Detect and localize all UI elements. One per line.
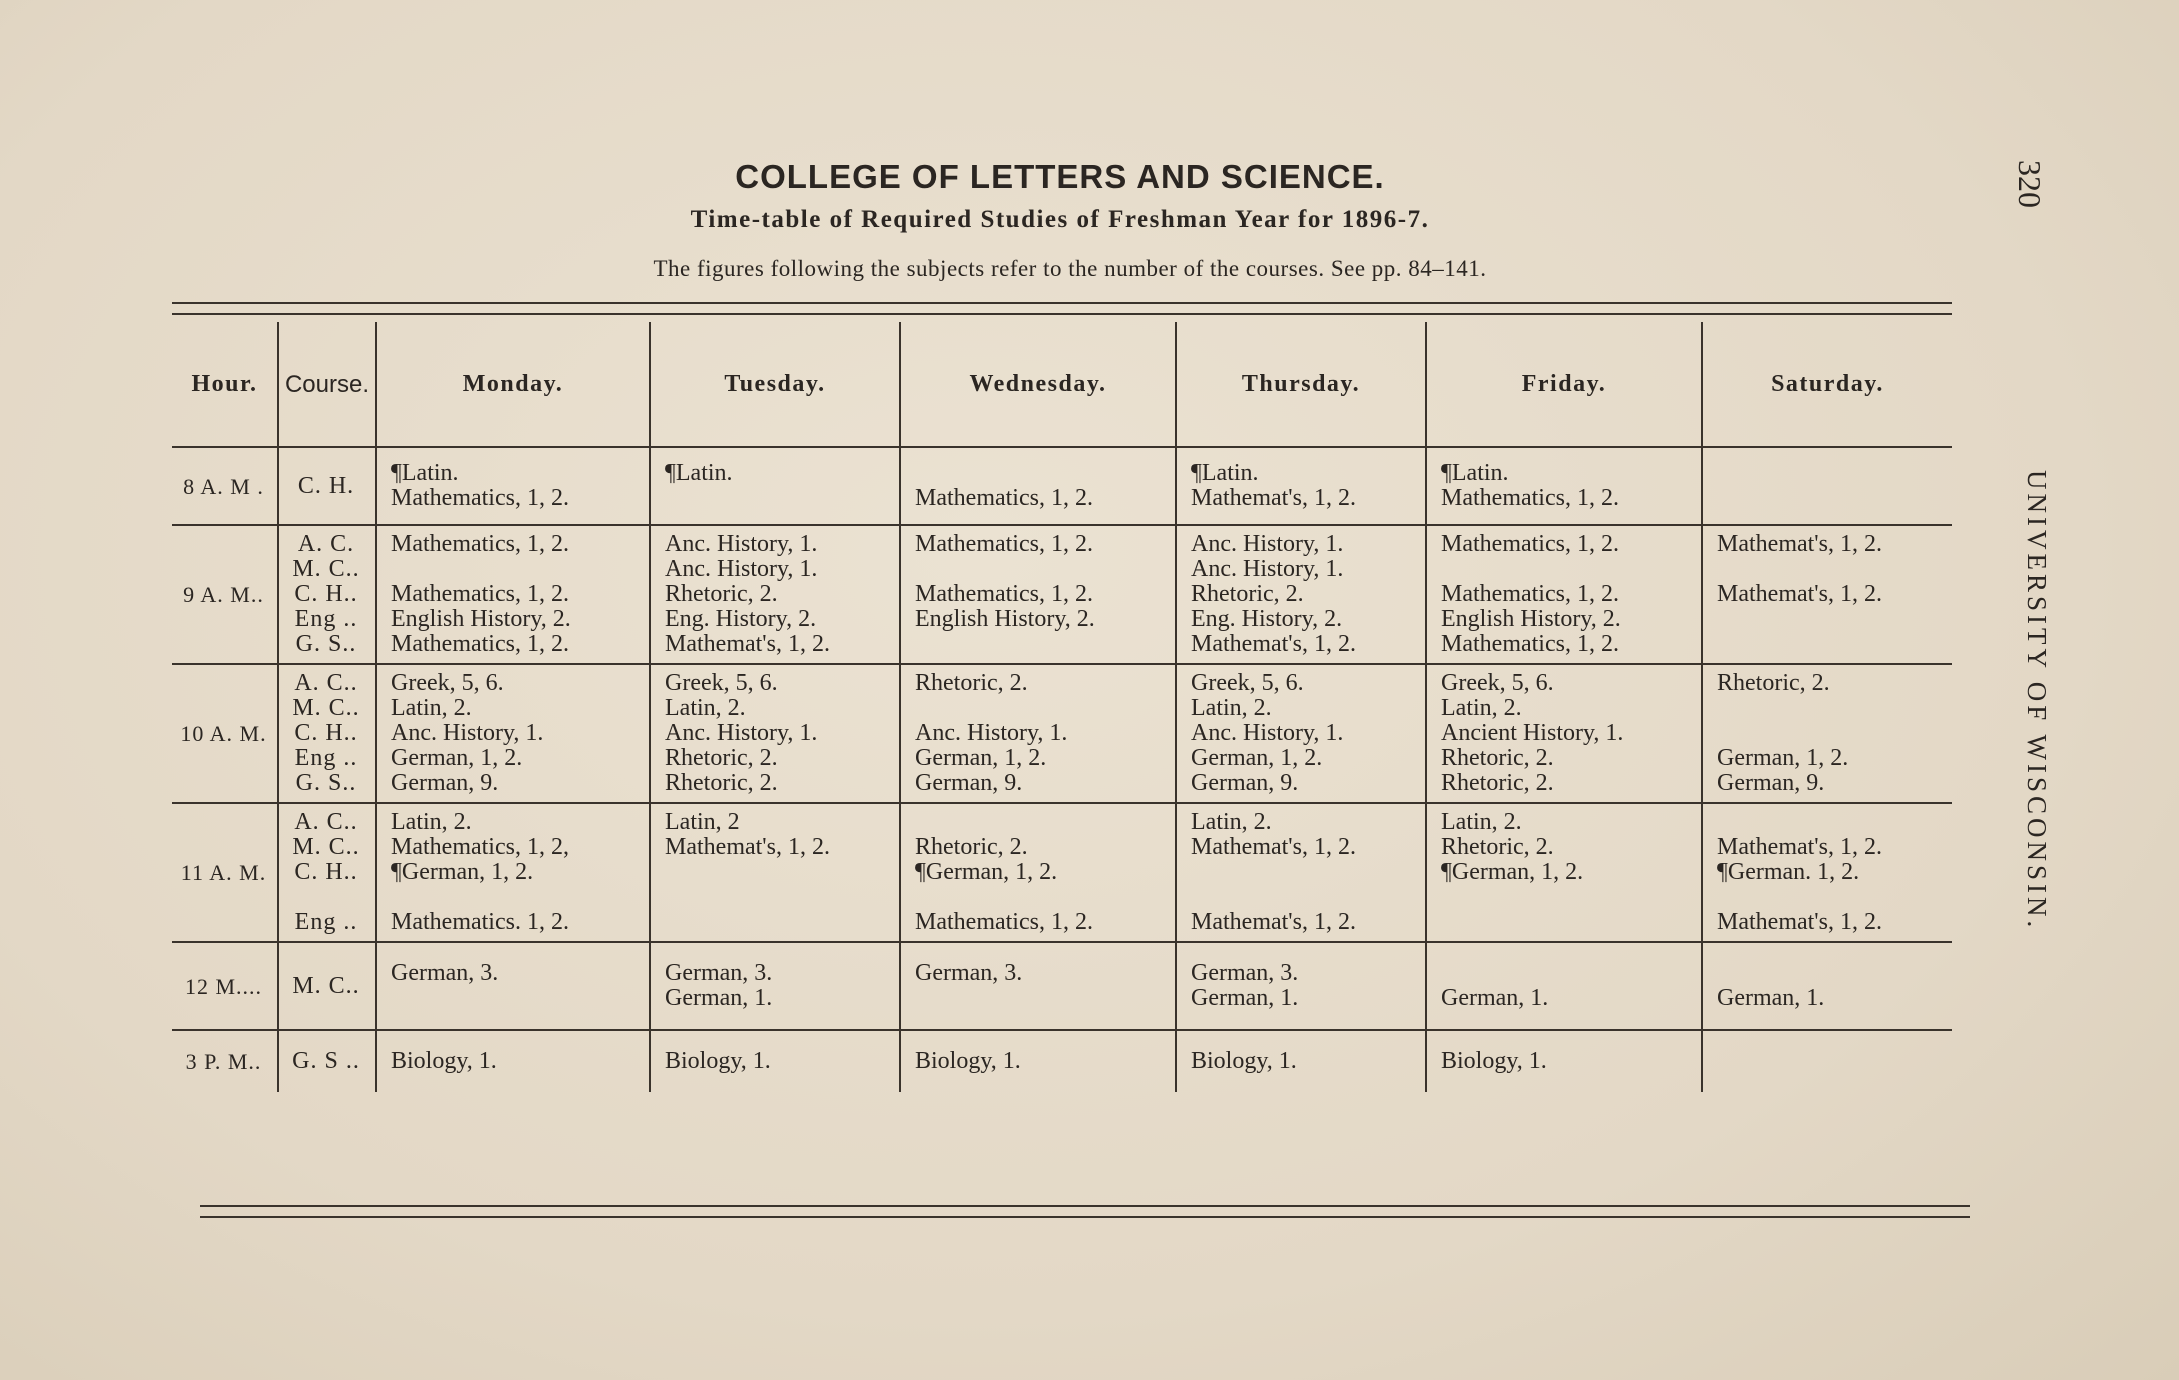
subject-entry: German, 9. <box>915 770 1023 796</box>
subject-entry: Mathematics, 1, 2. <box>391 485 569 511</box>
course-code: M. C.. <box>292 834 360 860</box>
subject-entry: Latin, 2. <box>1191 809 1272 835</box>
course-code: A. C. <box>297 531 355 557</box>
subject-entry: German, 1, 2. <box>1191 745 1323 771</box>
subject-entry: English History, 2. <box>391 606 571 632</box>
subject-entry <box>915 557 1169 582</box>
subject-entry: Biology, 1. <box>1191 1048 1297 1074</box>
subject-entry: English History, 2. <box>915 606 1095 632</box>
column-header-saturday: Saturday. <box>1702 322 1952 447</box>
subject-entry: German, 9. <box>391 770 499 796</box>
cell-friday <box>1426 525 1702 664</box>
subject-entry: Biology, 1. <box>915 1048 1021 1074</box>
cell-thursday <box>1176 942 1426 1030</box>
subject-entry: German, 1, 2. <box>915 745 1047 771</box>
cell-friday <box>1426 447 1702 525</box>
subject-entry <box>1717 810 1946 835</box>
subject-entry <box>665 486 893 511</box>
course-code: M. C.. <box>292 695 360 721</box>
subject-entry: Rhetoric, 2. <box>1441 745 1554 771</box>
subject-entry: Mathemat's, 1, 2. <box>1717 834 1882 860</box>
running-head: UNIVERSITY OF WISCONSIN. <box>2022 470 2052 932</box>
subject-entry <box>665 860 893 885</box>
subject-entry: English History, 2. <box>1441 606 1621 632</box>
column-header-monday: Monday. <box>376 322 650 447</box>
subject-entry: Mathematics, 1, 2. <box>1441 631 1619 657</box>
cell-monday <box>376 942 650 1030</box>
subject-entry: Rhetoric, 2. <box>915 670 1028 696</box>
subject-entry: Mathematics, 1, 2. <box>1441 485 1619 511</box>
subject-entry: ¶German, 1, 2. <box>391 859 534 885</box>
cell-tuesday <box>650 803 900 942</box>
cell-saturday <box>1702 942 1952 1030</box>
hour-cell: 12 M.... <box>172 942 278 1030</box>
subject-entry: Rhetoric, 2. <box>1441 770 1554 796</box>
subject-entry <box>1717 696 1946 721</box>
subject-entry <box>1717 557 1946 582</box>
subject-entry: Greek, 5, 6. <box>1441 670 1554 696</box>
subject-entry: Mathematics, 1, 2. <box>915 531 1093 557</box>
subject-entry: Latin, 2. <box>391 809 472 835</box>
subject-entry: Mathemat's, 1, 2. <box>1191 631 1356 657</box>
subject-entry: Anc. History, 1. <box>1191 720 1344 746</box>
cell-saturday <box>1702 664 1952 803</box>
page-title: COLLEGE OF LETTERS AND SCIENCE. <box>735 158 1385 195</box>
course-cell <box>278 942 376 1030</box>
cell-tuesday <box>650 447 900 525</box>
course-code: M. C.. <box>292 556 360 582</box>
subject-entry: ¶Latin. <box>391 460 459 486</box>
cell-thursday <box>1176 803 1426 942</box>
table-row <box>172 942 1952 1030</box>
subject-entry <box>391 557 643 582</box>
subject-entry: Greek, 5, 6. <box>391 670 504 696</box>
subject-entry <box>1717 607 1946 632</box>
subject-entry: Mathemat's, 1, 2. <box>665 834 830 860</box>
table-row <box>172 803 1952 942</box>
course-code: G. S .. <box>292 1048 360 1074</box>
subject-entry: ¶Latin. <box>665 460 733 486</box>
cell-thursday <box>1176 447 1426 525</box>
course-code: A. C.. <box>294 809 358 835</box>
subject-entry: Mathematics, 1, 2. <box>1441 531 1619 557</box>
course-code <box>283 885 369 910</box>
subject-entry <box>1441 557 1695 582</box>
subject-entry <box>1717 885 1946 910</box>
subject-entry: Mathemat's, 1, 2. <box>1717 581 1882 607</box>
course-cell <box>278 664 376 803</box>
subject-entry <box>1441 961 1695 986</box>
subject-entry: German, 1. <box>665 985 773 1011</box>
subject-entry <box>915 461 1169 486</box>
cell-wednesday <box>900 942 1176 1030</box>
subject-entry: German, 1, 2. <box>391 745 523 771</box>
course-cell <box>278 447 376 525</box>
course-code: A. C.. <box>294 670 358 696</box>
cell-saturday <box>1702 1030 1952 1092</box>
column-header-friday: Friday. <box>1426 322 1702 447</box>
subject-entry: Rhetoric, 2. <box>1441 834 1554 860</box>
subject-entry: German, 3. <box>391 960 499 986</box>
subject-entry: Ancient History, 1. <box>1441 720 1624 746</box>
subject-entry: Rhetoric, 2. <box>665 770 778 796</box>
subject-entry: German, 9. <box>1717 770 1825 796</box>
subject-entry: Mathematics, 1, 2. <box>1441 581 1619 607</box>
cell-monday <box>376 447 650 525</box>
subject-entry: ¶Latin. <box>1441 460 1509 486</box>
subject-entry: Anc. History, 1. <box>665 556 818 582</box>
cell-monday <box>376 1030 650 1092</box>
subject-entry <box>1441 885 1695 910</box>
hour-cell: 8 A. M . <box>172 447 278 525</box>
course-code: G. S.. <box>295 631 357 657</box>
course-cell <box>278 1030 376 1092</box>
course-cell <box>278 525 376 664</box>
subject-entry: German, 1. <box>1441 985 1549 1011</box>
subject-entry: ¶Latin. <box>1191 460 1259 486</box>
subject-entry: Mathematics. 1, 2. <box>391 909 569 935</box>
subject-entry: Rhetoric, 2. <box>915 834 1028 860</box>
subject-entry: Rhetoric, 2. <box>1191 581 1304 607</box>
course-code: C. H.. <box>294 720 358 746</box>
subject-entry <box>1191 885 1419 910</box>
course-code: C. H. <box>297 472 355 499</box>
course-code: Eng .. <box>294 909 358 935</box>
hour-cell: 11 A. M. <box>172 803 278 942</box>
subject-entry: Mathemat's, 1, 2. <box>1191 834 1356 860</box>
subject-entry <box>1717 486 1946 511</box>
subject-entry: Rhetoric, 2. <box>665 581 778 607</box>
header-row <box>172 322 1952 447</box>
subject-entry: Eng. History, 2. <box>1191 606 1343 632</box>
subject-entry: Rhetoric, 2. <box>1717 670 1830 696</box>
table-row <box>172 1030 1952 1092</box>
subject-entry: Mathemat's, 1, 2. <box>1717 909 1882 935</box>
subject-entry: Mathematics, 1, 2. <box>915 909 1093 935</box>
hour-cell: 10 A. M. <box>172 664 278 803</box>
subject-entry: Greek, 5, 6. <box>665 670 778 696</box>
subject-entry: German, 1. <box>1191 985 1299 1011</box>
cell-friday <box>1426 664 1702 803</box>
column-header-hour: Hour. <box>172 322 278 447</box>
timetable <box>172 322 1952 1092</box>
subject-entry <box>915 696 1169 721</box>
cell-wednesday <box>900 525 1176 664</box>
subject-entry: German, 3. <box>915 960 1023 986</box>
subject-entry: Latin, 2. <box>1441 809 1522 835</box>
cell-thursday <box>1176 664 1426 803</box>
subject-entry: ¶German, 1, 2. <box>915 859 1058 885</box>
cell-saturday <box>1702 525 1952 664</box>
table-bottom-rule <box>200 1205 1970 1218</box>
table-top-rule <box>172 302 1952 315</box>
cell-tuesday <box>650 942 900 1030</box>
subject-entry: Latin, 2 <box>665 809 740 835</box>
column-header-wednesday: Wednesday. <box>900 322 1176 447</box>
hour-cell: 3 P. M.. <box>185 1049 262 1074</box>
cell-tuesday <box>650 664 900 803</box>
subject-entry <box>1717 721 1946 746</box>
subject-entry: ¶German, 1, 2. <box>1441 859 1584 885</box>
course-note: The figures following the subjects refer to the number of the courses. See pp. 84–141. <box>653 256 1487 281</box>
course-code: Eng .. <box>294 606 358 632</box>
subject-entry <box>915 810 1169 835</box>
table-row <box>172 447 1952 525</box>
subject-entry: Mathematics, 1, 2. <box>391 631 569 657</box>
subject-entry <box>1717 1049 1946 1074</box>
subject-entry: Mathematics, 1, 2. <box>915 581 1093 607</box>
cell-friday <box>1426 942 1702 1030</box>
subject-entry: Rhetoric, 2. <box>665 745 778 771</box>
cell-wednesday <box>900 664 1176 803</box>
subject-entry <box>915 885 1169 910</box>
subject-entry <box>391 885 643 910</box>
subject-entry: German, 1. <box>1717 985 1825 1011</box>
subject-entry: Anc. History, 1. <box>1191 531 1344 557</box>
subject-entry: Anc. History, 1. <box>665 531 818 557</box>
subject-entry: Latin, 2. <box>1191 695 1272 721</box>
subject-entry <box>665 885 893 910</box>
subject-entry: Biology, 1. <box>665 1048 771 1074</box>
course-code: C. H.. <box>294 581 358 607</box>
course-code: G. S.. <box>295 770 357 796</box>
cell-monday <box>376 525 650 664</box>
subject-entry: Anc. History, 1. <box>665 720 818 746</box>
table-row <box>172 525 1952 664</box>
subject-entry: Mathematics, 1, 2. <box>915 485 1093 511</box>
cell-monday <box>376 803 650 942</box>
course-code: M. C.. <box>292 972 360 999</box>
column-header-course: Course. <box>278 322 376 447</box>
subject-entry: German, 3. <box>1191 960 1299 986</box>
subject-entry <box>1717 461 1946 486</box>
subject-entry <box>1191 860 1419 885</box>
subject-entry: Greek, 5, 6. <box>1191 670 1304 696</box>
subject-entry: Biology, 1. <box>1441 1048 1547 1074</box>
subject-entry: Mathemat's, 1, 2. <box>665 631 830 657</box>
subject-entry <box>665 910 893 935</box>
hour-cell: 9 A. M.. <box>172 525 278 664</box>
cell-saturday <box>1702 447 1952 525</box>
subject-entry: Mathemat's, 1, 2. <box>1191 909 1356 935</box>
subject-entry: Mathemat's, 1, 2. <box>1191 485 1356 511</box>
subject-entry: Latin, 2. <box>391 695 472 721</box>
subject-entry: Anc. History, 1. <box>915 720 1068 746</box>
column-header-thursday: Thursday. <box>1176 322 1426 447</box>
subject-entry: Mathematics, 1, 2, <box>391 834 569 860</box>
cell-tuesday <box>650 525 900 664</box>
cell-wednesday <box>900 803 1176 942</box>
cell-thursday <box>1176 525 1426 664</box>
subject-entry: Mathematics, 1, 2. <box>391 531 569 557</box>
subject-entry: ¶German. 1, 2. <box>1717 859 1860 885</box>
page-subtitle: Time-table of Required Studies of Freshman Year for 1896-7. <box>690 206 1430 233</box>
subject-entry: German, 9. <box>1191 770 1299 796</box>
subject-entry <box>915 632 1169 657</box>
course-cell <box>278 803 376 942</box>
cell-saturday <box>1702 803 1952 942</box>
subject-entry: German, 3. <box>665 960 773 986</box>
subject-entry <box>1441 910 1695 935</box>
subject-entry <box>1717 961 1946 986</box>
subject-entry: Eng. History, 2. <box>665 606 817 632</box>
subject-entry: Latin, 2. <box>665 695 746 721</box>
cell-thursday <box>1176 1030 1426 1092</box>
cell-friday <box>1426 1030 1702 1092</box>
subject-entry <box>391 986 643 1011</box>
cell-friday <box>1426 803 1702 942</box>
subject-entry: Latin, 2. <box>1441 695 1522 721</box>
subject-entry: Biology, 1. <box>391 1048 497 1074</box>
cell-wednesday <box>900 447 1176 525</box>
cell-tuesday <box>650 1030 900 1092</box>
cell-wednesday <box>900 1030 1176 1092</box>
subject-entry: German, 1, 2. <box>1717 745 1849 771</box>
page-number: 320 <box>2012 160 2048 208</box>
table-row <box>172 664 1952 803</box>
course-code: C. H.. <box>294 859 358 885</box>
subject-entry <box>1717 632 1946 657</box>
column-header-tuesday: Tuesday. <box>650 322 900 447</box>
course-code: Eng .. <box>294 745 358 771</box>
subject-entry: Anc. History, 1. <box>1191 556 1344 582</box>
subject-entry: Anc. History, 1. <box>391 720 544 746</box>
subject-entry: Mathematics, 1, 2. <box>391 581 569 607</box>
subject-entry <box>915 986 1169 1011</box>
cell-monday <box>376 664 650 803</box>
subject-entry: Mathemat's, 1, 2. <box>1717 531 1882 557</box>
